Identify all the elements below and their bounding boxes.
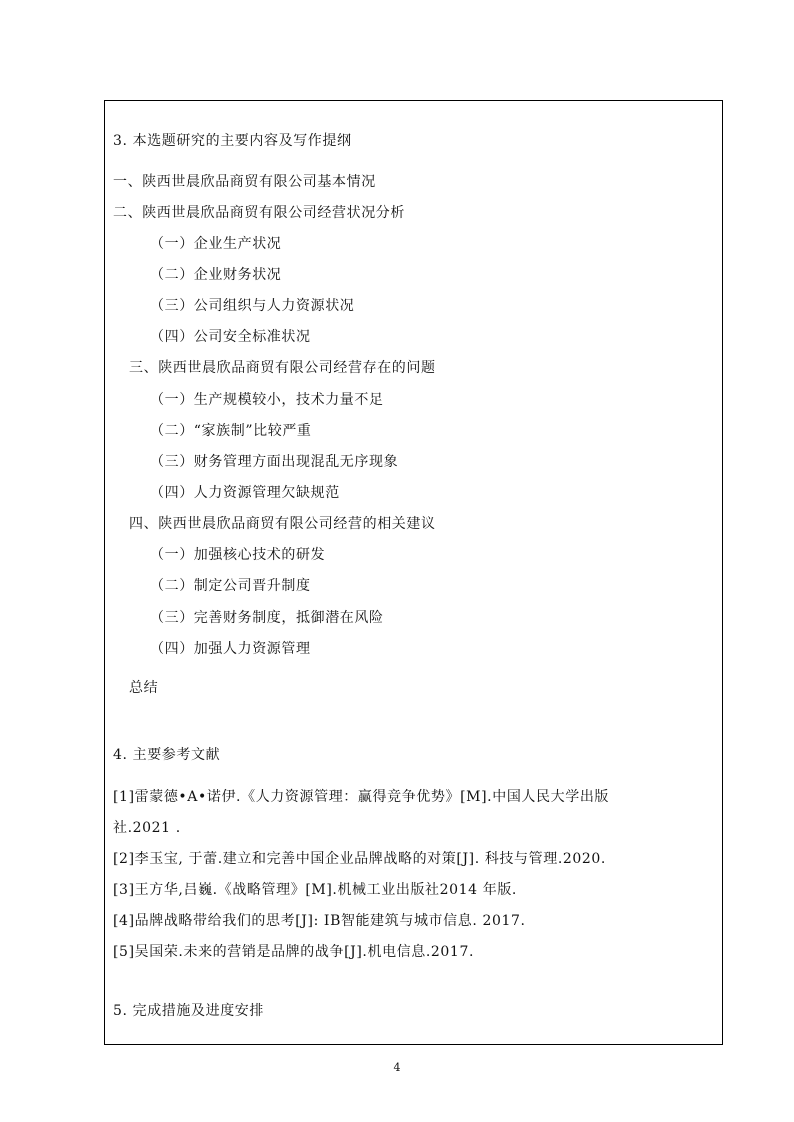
outline-part-4-item-4: （四）加强人力资源管理 bbox=[150, 641, 311, 657]
outline-part-1: 一、陕西世晨欣品商贸有限公司基本情况 bbox=[113, 174, 376, 190]
outline-part-2: 二、陕西世晨欣品商贸有限公司经营状况分析 bbox=[113, 205, 405, 221]
outline-part-3-item-2: （二）“家族制”比较严重 bbox=[150, 423, 312, 439]
section5-heading: 5. 完成措施及进度安排 bbox=[113, 1003, 265, 1019]
page-number: 4 bbox=[393, 1061, 401, 1074]
reference-line: [3]王方华,吕巍.《战略管理》[M].机械工业出版社2014 年版. bbox=[113, 882, 517, 898]
outline-part-2-item-3: （三）公司组织与人力资源状况 bbox=[150, 298, 355, 314]
reference-line: [2]李玉宝, 于蕾.建立和完善中国企业品牌战略的对策[J]. 科技与管理.2020. bbox=[113, 851, 606, 867]
section3-heading: 3. 本选题研究的主要内容及写作提纲 bbox=[113, 133, 352, 149]
reference-line: [1]雷蒙德•A•诺伊.《人力资源管理：赢得竞争优势》[M].中国人民大学出版 bbox=[113, 789, 610, 805]
outline-part-4-item-2: （二）制定公司晋升制度 bbox=[150, 578, 311, 594]
reference-line: [4]品牌战略带给我们的思考[J]: IB智能建筑与城市信息. 2017. bbox=[113, 913, 526, 929]
outline-part-2-item-4: （四）公司安全标准状况 bbox=[150, 329, 311, 345]
section4-heading: 4. 主要参考文献 bbox=[113, 747, 221, 763]
outline-conclusion: 总结 bbox=[129, 680, 159, 696]
outline-part-2-item-2: （二）企业财务状况 bbox=[150, 267, 282, 283]
outline-part-3: 三、陕西世晨欣品商贸有限公司经营存在的问题 bbox=[129, 360, 436, 376]
outline-part-4: 四、陕西世晨欣品商贸有限公司经营的相关建议 bbox=[129, 516, 436, 532]
outline-part-4-item-3: （三）完善财务制度，抵御潜在风险 bbox=[150, 610, 384, 626]
outline-part-3-item-3: （三）财务管理方面出现混乱无序现象 bbox=[150, 454, 399, 470]
outline-part-3-item-4: （四）人力资源管理欠缺规范 bbox=[150, 485, 340, 501]
outline-part-3-item-1: （一）生产规模较小，技术力量不足 bbox=[150, 392, 384, 408]
reference-line: 社.2021 . bbox=[113, 820, 181, 836]
outline-part-2-item-1: （一）企业生产状况 bbox=[150, 236, 282, 252]
reference-line: [5]吴国荣.未来的营销是品牌的战争[J].机电信息.2017. bbox=[113, 944, 474, 960]
outline-part-4-item-1: （一）加强核心技术的研发 bbox=[150, 547, 326, 563]
